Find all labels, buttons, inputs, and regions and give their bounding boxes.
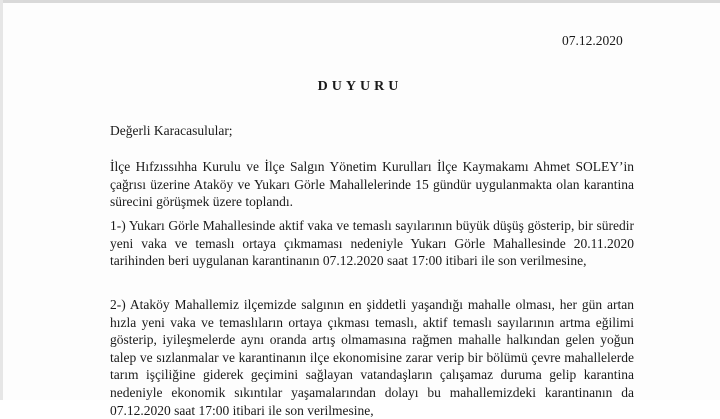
photo-edge-top (0, 0, 720, 3)
paragraph-item-1: 1-) Yukarı Görle Mahallesinde aktif vaka ve temaslı sayılarının büyük düşüş gösterip, bir süredir yeni vaka ve temaslı ortaya çıkmaması nedeniyle Yukarı Görle Mahallesinde 20.11.2020 tarihinden beri uygulanan karantinanın 07.12.2020 saat 17:00 itibari ile son verilmesine, (110, 218, 634, 269)
document-title: DUYURU (317, 79, 403, 94)
greeting: Değerli Karacasulular; (110, 123, 233, 138)
document-date: 07.12.2020 (562, 33, 623, 48)
paragraph-intro: İlçe Hıfzıssıhha Kurulu ve İlçe Salgın Yönetim Kurulları İlçe Kaymakamı Ahmet SOLEY’in çağrısı üzerine Ataköy ve Yukarı Görle Mahallelerinde 15 gündür uygulanmakta olan karantina sürecini görüşmek üzere toplandı. (110, 159, 634, 210)
photo-edge-left (0, 0, 3, 400)
paragraph-item-2: 2-) Ataköy Mahallemiz ilçemizde salgının en şiddetli yaşandığı mahalle olması, her gün artan hızla yeni vaka ve temaslıların ortaya çıkması temaslı, aktif temaslı sayılarının artma eğilimi gösterip, iyileşmelerde aynı oranda artış olmamasına rağmen mahalle halkından gelen yoğun talep ve sızlanmalar ve karantinanın ilçe ekonomisine zarar verip bir bölümü çevre mahallelerde tarım işçiliğine giderek geçimini sağlayan vatandaşların çalışamaz duruma gelip karantina nedeniyle ekonomik sıkıntılar yaşamalarından dolayı bu mahallemizdeki karantinanın da 07.12.2020 saat 17:00 itibari ile son verilmesine, (110, 297, 634, 418)
